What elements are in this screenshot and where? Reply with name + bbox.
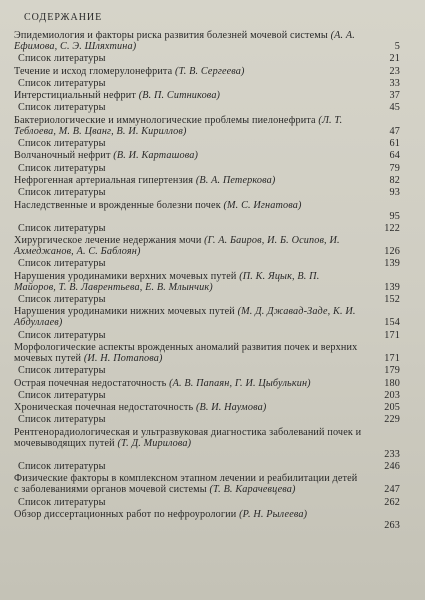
entry-page-number: 45: [389, 102, 400, 114]
entry-authors: (В. П. Ситникова): [138, 90, 221, 102]
toc-entry: [14, 163, 404, 174]
toc-entry: [14, 30, 404, 52]
entry-title: Список литературы: [18, 389, 106, 401]
entry-page-number: 179: [384, 365, 400, 377]
entry-title: Острая почечная недостаточность: [14, 377, 170, 389]
entry-page-number: 126: [384, 246, 400, 258]
toc-entry: [14, 461, 404, 472]
entry-title: Список литературы: [18, 187, 106, 199]
toc-entry: [14, 223, 404, 234]
entry-page-number: 95: [389, 210, 400, 222]
entry-page-number: 205: [384, 402, 400, 414]
entry-authors: (В. И. Наумова): [195, 402, 267, 414]
toc-entry: [14, 66, 404, 77]
entry-authors: (В. И. Карташова): [113, 150, 199, 162]
toc-entry: [14, 138, 404, 149]
toc-entry: [14, 473, 404, 495]
entry-authors: (А. В. Папаян, Г. И. Цыбулькин): [169, 377, 311, 389]
entry-page-number: 79: [389, 162, 400, 174]
entry-title: Список литературы: [18, 77, 106, 89]
toc-entry: [14, 258, 404, 269]
entry-page-number: 233: [384, 448, 400, 460]
entry-page-number: 61: [389, 138, 400, 150]
toc-entry: [14, 306, 404, 328]
entry-authors: (Т. В. Карачевцева): [209, 484, 296, 496]
entry-authors: (А. А. Ефимова, С. Э. Шляхтина): [14, 30, 355, 52]
toc-entry: [14, 150, 404, 161]
entry-authors: (В. А. Петеркова): [195, 174, 276, 186]
toc-entry: [14, 390, 404, 401]
toc-entry: [14, 102, 404, 113]
entry-title: Список литературы: [18, 138, 106, 150]
entry-page-number: 262: [384, 496, 400, 508]
entry-page-number: 93: [389, 187, 400, 199]
entry-title: Список литературы: [18, 365, 106, 377]
entry-title: Хроническая почечная недостаточность: [14, 402, 196, 414]
entry-page-number: 247: [384, 484, 400, 496]
entry-authors: (М. С. Игнатова): [223, 199, 302, 211]
toc-entry: [14, 53, 404, 64]
entry-page-number: 82: [389, 174, 400, 186]
toc-entry: [14, 414, 404, 425]
entry-page-number: 47: [389, 125, 400, 137]
entry-title: Волчаночный нефрит: [14, 150, 114, 162]
entry-title: Бактериологические и иммунологические проблемы пиелонефрита: [14, 114, 319, 126]
entry-title: Список литературы: [18, 294, 106, 306]
entry-page-number: 152: [384, 294, 400, 306]
toc-entry: [14, 115, 404, 137]
entry-page-number: 171: [384, 329, 400, 341]
entry-page-number: 139: [384, 258, 400, 270]
toc-entry: [14, 78, 404, 89]
entry-title: Список литературы: [18, 222, 106, 234]
entry-page-number: 154: [384, 317, 400, 329]
toc-entry: [14, 175, 404, 186]
entry-authors: (Г. А. Баиров, И. Б. Осипов, И. Ахмеджанов, А. С. Баблоян): [14, 235, 340, 258]
entry-title: Нарушения уродинамики верхних мочевых путей: [14, 270, 240, 282]
entry-authors: (М. Д. Джавад-Заде, К. И. Абдуллаев): [14, 306, 356, 329]
page-title: СОДЕРЖАНИЕ: [24, 12, 103, 23]
entry-title: Нефрогенная артериальная гипертензия: [14, 174, 196, 186]
entry-page-number: 5: [394, 41, 400, 52]
entry-page-number: 139: [384, 281, 400, 293]
entry-page-number: 229: [384, 414, 400, 426]
entry-title: Эпидемиология и факторы риска развития болезней мочевой системы: [14, 30, 331, 41]
entry-title: Интерстициальный нефрит: [14, 90, 139, 102]
entry-title: Течение и исход гломерулонефрита: [14, 65, 176, 77]
entry-page-number: 33: [389, 77, 400, 89]
entry-authors: (Р. Н. Рылеева): [239, 508, 308, 520]
entry-title: Обзор диссертационных работ по нефроурологии: [14, 508, 240, 520]
entry-page-number: 64: [389, 150, 400, 162]
entry-title: Рентгенорадиологическая и ультразвуковая диагностика заболеваний почек и мочевыводящих путей: [14, 426, 362, 449]
toc-entry: [14, 342, 404, 364]
entry-page-number: 21: [389, 53, 400, 65]
toc-entry: [14, 427, 404, 460]
entry-page-number: 37: [389, 90, 400, 102]
entry-title: Список литературы: [18, 102, 106, 114]
entry-title: Морфологические аспекты врожденных аномалий развития почек и верхних мочевых путей: [14, 341, 358, 364]
entry-page-number: 122: [384, 222, 400, 234]
toc-entry: [14, 365, 404, 376]
entry-page-number: 23: [389, 65, 400, 77]
entry-page-number: 246: [384, 461, 400, 473]
entry-page-number: 171: [384, 352, 400, 364]
entry-title: Список литературы: [18, 496, 106, 508]
toc-entry: [14, 187, 404, 198]
entry-authors: (Л. Т. Теблоева, М. В. Цванг, В. И. Кириллов): [14, 114, 343, 137]
toc-entry: [14, 330, 404, 341]
entry-authors: (П. К. Яцык, В. П. Майоров, Т. В. Лаврентьева, Е. В. Млынчик): [14, 270, 320, 293]
entry-page-number: 263: [384, 519, 400, 531]
entry-title: Физические факторы в комплексном этапном лечении и реабилитации детей с заболеваниями органов мочевой системы: [14, 473, 358, 496]
toc-entry: [14, 90, 404, 101]
entry-title: Список литературы: [18, 258, 106, 270]
toc-entry: [14, 200, 404, 222]
entry-authors: (Т. В. Сергеева): [175, 65, 245, 77]
entry-authors: (И. Н. Потапова): [83, 352, 163, 364]
toc-entry: [14, 294, 404, 305]
table-of-contents: [14, 30, 404, 532]
entry-authors: (Т. Д. Мирилова): [117, 437, 192, 449]
entry-page-number: 203: [384, 389, 400, 401]
toc-entry: [14, 235, 404, 257]
entry-title: Наследственные и врожденные болезни почек: [14, 199, 224, 211]
toc-entry: [14, 271, 404, 293]
toc-entry: [14, 509, 404, 531]
entry-page-number: 180: [384, 377, 400, 389]
toc-entry: [14, 402, 404, 413]
entry-title: Список литературы: [18, 461, 106, 473]
entry-title: Список литературы: [18, 53, 106, 65]
entry-title: Список литературы: [18, 414, 106, 426]
entry-title: Список литературы: [18, 329, 106, 341]
entry-title: Список литературы: [18, 162, 106, 174]
entry-title: Нарушения уродинамики нижних мочевых путей: [14, 306, 238, 318]
toc-entry: [14, 378, 404, 389]
entry-title: Хирургическое лечение недержания мочи: [14, 235, 205, 247]
toc-entry: [14, 497, 404, 508]
